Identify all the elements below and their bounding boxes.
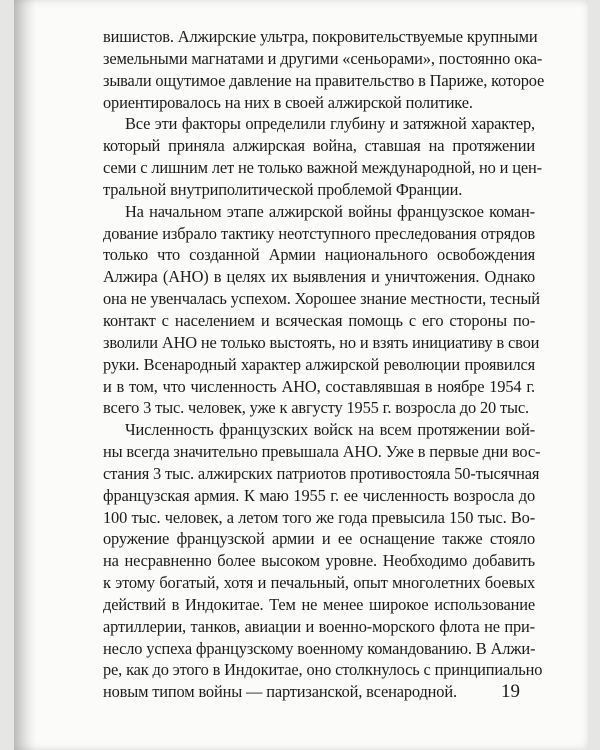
text-line: зволили АНО не только выстоять, но и взять инициативу в свои — [103, 332, 540, 352]
text-line: руки. Всенародный характер алжирской революции проявился — [103, 354, 535, 374]
text-line: всего 3 тыс. человек, уже к августу 1955 г. возросла до 20 тыс. — [103, 398, 529, 418]
text-line: артиллерии, танков, авиации и военно-морского флота не при- — [103, 616, 535, 636]
text-line: земельными магнатами и другими «сеньорами», постоянно ока- — [103, 48, 543, 68]
text-line: Алжира (АНО) в целях их выявления и уничтожения. Однако — [103, 267, 535, 287]
text-line: она не увенчалась успехом. Хорошее знание местности, тесный — [103, 289, 540, 309]
text-line: вишистов. Алжирские ультра, покровительствуемые крупными — [103, 27, 538, 46]
text-line: Все эти факторы определили глубину и затяжной характер, — [125, 114, 535, 134]
text-line: стания 3 тыс. алжирских патриотов противостояла 50-тысячная — [103, 463, 540, 483]
text-line: ре, как до этого в Индокитае, оно столкнулось с принципиально — [103, 660, 543, 680]
text-line: дование избрало тактику неотступного преследования отрядов — [103, 223, 535, 243]
text-line: который приняла алжирская война, ставшая на протяжении — [103, 136, 535, 156]
text-line: к этому богатый, хотя и печальный, опыт многолетних боевых — [103, 573, 535, 593]
text-line: зывали ощутимое давление на правительство в Париже, которое — [103, 70, 545, 90]
body-text — [103, 26, 545, 703]
text-line: Численность французских войск на всем протяжении вой- — [125, 420, 535, 440]
text-line: на несравненно более высоком уровне. Необходимо добавить — [103, 551, 535, 571]
text-line: На начальном этапе алжирской войны французское коман- — [125, 201, 535, 221]
text-line: несло успеха французскому военному командованию. В Алжи- — [103, 638, 536, 658]
text-line: контакт с населением и всяческая помощь с его стороны по- — [103, 310, 535, 330]
text-line: семи с лишним лет не только важной международной, но и цен- — [103, 158, 542, 178]
text-line: ориентировалось на них в своей алжирской политике. — [103, 92, 473, 112]
text-line: оружение французской армии и ее оснащение также стояло — [103, 529, 535, 549]
book-page — [14, 0, 588, 750]
text-line: новым типом войны — партизанской, всенародной. — [103, 682, 457, 702]
text-line: и в том, что численность АНО, составлявшая в ноябре 1954 г. — [103, 376, 535, 396]
page-number: 19 — [501, 681, 520, 702]
text-line: 100 тыс. человек, а летом того же года превысила 150 тыс. Во- — [103, 507, 535, 527]
text-line: тральной внутриполитической проблемой Франции. — [103, 179, 463, 199]
text-line: только что созданной Армии национального освобождения — [103, 245, 535, 265]
text-line: французская армия. К маю 1955 г. ее численность возросла до — [103, 485, 535, 505]
text-line: действий в Индокитае. Тем не менее широкое использование — [103, 594, 535, 614]
spine-shadow — [14, 0, 36, 750]
text-line: ны всегда значительно превышала АНО. Уже в первые дни вос- — [103, 442, 541, 462]
